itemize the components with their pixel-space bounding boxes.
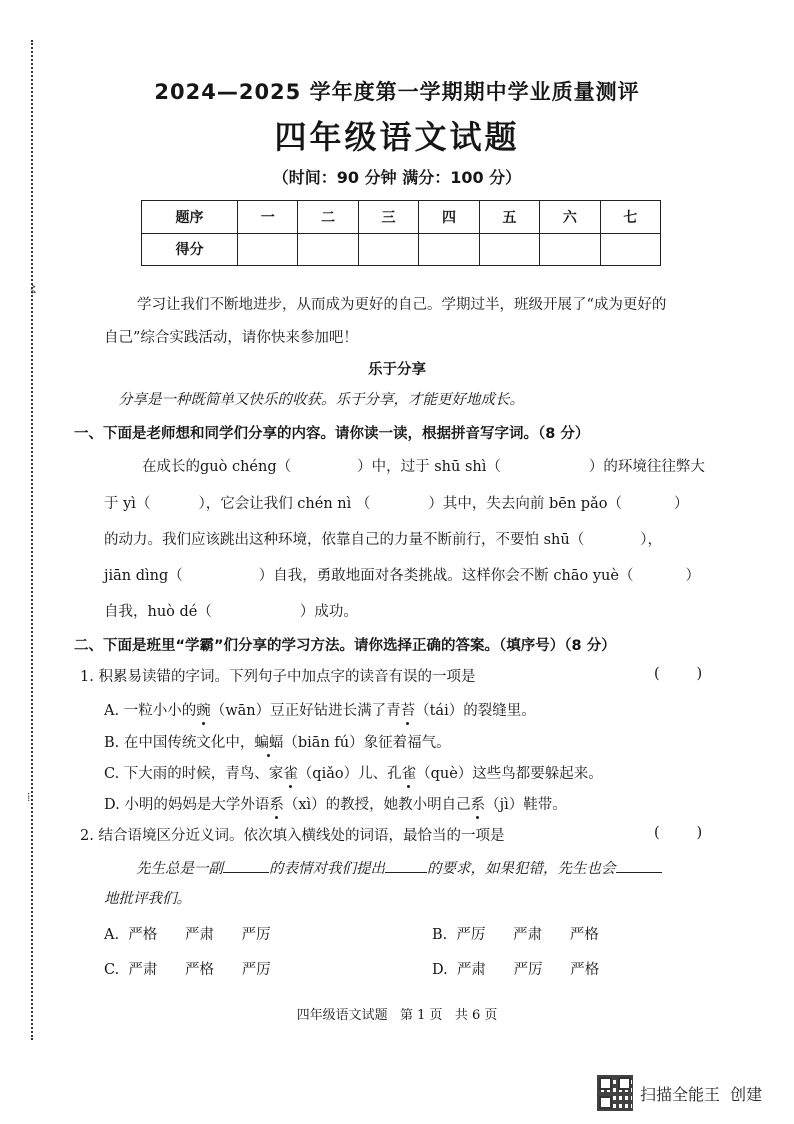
scanner-watermark: 扫描全能王 创建: [640, 1085, 763, 1104]
qr-finder-icon: [599, 1077, 612, 1090]
fill-in-line[interactable]: [385, 858, 427, 873]
q2-item-2-option-b[interactable]: B. 严厉 严肃 严格: [432, 927, 599, 943]
margin-mark: 〻: [27, 282, 40, 296]
score-col-5: 五: [479, 201, 539, 234]
exam-subject-title: 四年级语文试题: [274, 118, 520, 156]
score-cell[interactable]: [600, 233, 660, 266]
score-col-7: 七: [600, 201, 660, 234]
score-col-1: 一: [238, 201, 298, 234]
score-col-3: 三: [358, 201, 418, 234]
q2-item-1-stem: 1. 积累易读错的字词。下列句子中加点字的读音有误的一项是: [80, 669, 476, 685]
score-row-label: 题序: [142, 201, 238, 234]
q2-item-1-answer-paren[interactable]: ( ): [654, 666, 703, 682]
section-title: 乐于分享: [368, 362, 426, 378]
question-1-heading: 一、下面是老师想和同学们分享的内容。请你读一读，根据拼音写字词。（8 分）: [74, 426, 590, 442]
qr-finder-icon: [599, 1096, 612, 1109]
exam-main-title: 2024—2025 学年度第一学期期中学业质量测评: [154, 80, 640, 104]
q2-item-1-option-b: B. 在中国传统文化中，蝙蝠（biān fú）象征着福气。: [104, 735, 451, 751]
intro-line: 学习让我们不断地进步，从而成为更好的自己。学期过半，班级开展了“成为更好的: [137, 297, 667, 313]
binding-dotted-line: [31, 40, 33, 1040]
score-col-2: 二: [298, 201, 358, 234]
score-cell[interactable]: [479, 233, 539, 266]
q2-item-2-stem: 2. 结合语境区分近义词。依次填入横线处的词语，最恰当的一项是: [80, 828, 505, 844]
score-cell[interactable]: [298, 233, 358, 266]
q2-item-2-sentence-end: 地批评我们。: [104, 891, 191, 907]
qr-finder-icon: [618, 1077, 631, 1090]
fill-in-line[interactable]: [616, 858, 662, 873]
q2-item-1-option-d: D. 小明的妈妈是大学外语系（xì）的教授，她教小明自己系（jì）鞋带。: [104, 797, 567, 813]
q2-item-1-option-c: C. 下大雨的时候，青鸟、家雀（qiǎo）儿、孔雀（què）这些鸟都要躲起来。: [104, 766, 603, 782]
q1-line-2: 于 yì（ ），它会让我们 chén nì （ ）其中，失去向前 bēn pǎo（ ）: [104, 496, 689, 512]
score-table: [141, 200, 661, 266]
q2-item-2-option-d[interactable]: D. 严肃 严厉 严格: [432, 962, 600, 978]
q2-item-2-option-c[interactable]: C. 严肃 严格 严厉: [104, 962, 271, 978]
score-col-6: 六: [540, 201, 600, 234]
margin-mark: ⁞: [27, 790, 31, 804]
q2-item-2-sentence: 先生总是一副 的表情对我们提出 的要求，如果犯错，先生也会: [136, 858, 662, 879]
score-col-4: 四: [419, 201, 479, 234]
exam-time-info: （时间：90 分钟 满分：100 分）: [272, 168, 522, 187]
question-2-heading: 二、下面是班里“学霸”们分享的学习方法。请你选择正确的答案。（填序号）（8 分）: [74, 638, 616, 654]
score-cell[interactable]: [358, 233, 418, 266]
page-footer: 四年级语文试题 第 1 页 共 6 页: [296, 1008, 498, 1023]
score-cell[interactable]: [540, 233, 600, 266]
q2-item-2-answer-paren[interactable]: ( ): [654, 825, 703, 841]
q2-item-1-option-a: A. 一粒小小的豌（wān）豆正好钻进长满了青苔（tái）的裂缝里。: [104, 703, 536, 719]
q1-line-3: 的动力。我们应该跳出这种环境，依靠自己的力量不断前行，不要怕 shū（ ），: [104, 532, 662, 548]
score-cell[interactable]: [238, 233, 298, 266]
q1-line-4: jiān dìng（ ）自我，勇敢地面对各类挑战。这样你会不断 chāo yuè（ ）: [104, 568, 700, 584]
q1-line-5: 自我，huò dé（ ）成功。: [104, 604, 358, 620]
section-description: 分享是一种既简单又快乐的收获。乐于分享，才能更好地成长。: [118, 392, 524, 408]
score-table-header-row: [142, 201, 661, 234]
score-table-score-row: [142, 233, 661, 266]
score-cell[interactable]: [419, 233, 479, 266]
intro-line: 自己”综合实践活动，请你快来参加吧！: [104, 330, 358, 346]
qr-code-icon: [597, 1075, 633, 1111]
q2-item-2-option-a[interactable]: A. 严格 严肃 严厉: [104, 927, 271, 943]
q1-line-1: 在成长的guò chéng（ ）中，过于 shū shì（ ）的环境往往弊大: [142, 459, 705, 475]
score-row-label: 得分: [142, 233, 238, 266]
fill-in-line[interactable]: [223, 858, 269, 873]
